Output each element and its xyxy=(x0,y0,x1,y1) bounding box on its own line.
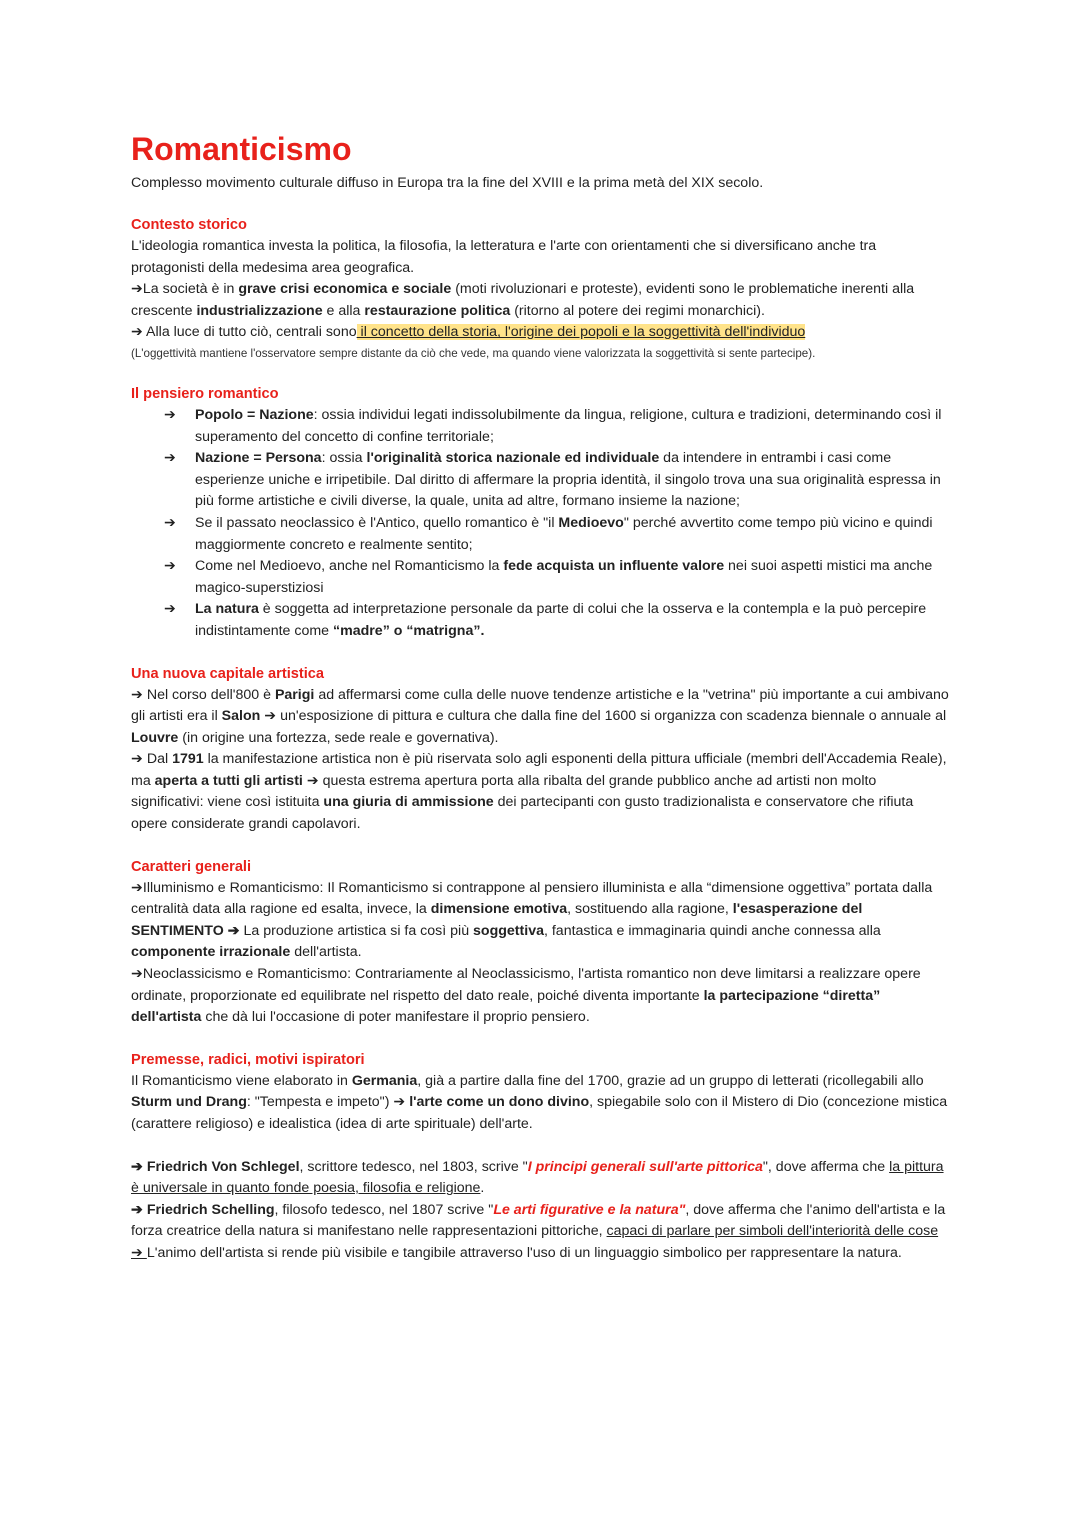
paragraph: ➔ Nel corso dell'800 è Parigi ad affermarsi come culla delle nuove tendenze artistiche e la "vetrina" più importante a cui ambivano gli artisti era il Salon ➔ un'esposizione di pittura e cultura che dalla fine del 1600 si organizza con scadenza biennale o annuale al Louvre (in origine una fortezza, sede reale e governativa). xyxy=(131,686,949,746)
section-contesto-storico xyxy=(131,214,951,363)
paragraph: ➔ Friedrich Von Schlegel, scrittore tedesco, nel 1803, scrive "I principi generali sull'arte pittorica", dove afferma che la pittura è universale in quanto fonde poesia, filosofia e religione. xyxy=(131,1158,944,1197)
paragraph: ➔ Alla luce di tutto ciò, centrali sono il concetto della storia, l'origine dei popoli e la soggettività dell'individuo xyxy=(131,324,806,341)
work-title: I principi generali sull'arte pittorica xyxy=(527,1158,763,1175)
arrow-icon: ➔ xyxy=(164,406,176,423)
section-capitale-artistica xyxy=(131,663,951,836)
paragraph: Il Romanticismo viene elaborato in Germania, già a partire dalla fine del 1700, grazie ad un gruppo di letterati (ricollegabili allo Sturm und Drang: "Tempesta e impeto") ➔ l'arte come un dono divino, spiegabile solo con il Mistero di Dio (concezione mistica (carattere religioso) e idealistica (idea di arte spirituale) dell'arte. xyxy=(131,1072,948,1132)
paragraph: ➔Illuminismo e Romanticismo: Il Romanticismo si contrappone al pensiero illuminista e alla “dimensione oggettiva” portata dalla centralità data alla ragione ed esalta, invece, la dimensione emotiva, sostituendo alla ragione, l'esasperazione del SENTIMENTO ➔ La produzione artistica si fa così più soggettiva, fantastica e immaginaria quindi anche connessa alla componente irrazionale dell'artista. xyxy=(131,879,933,961)
arrow-icon: ➔ xyxy=(164,601,176,618)
arrow-icon: ➔ xyxy=(164,514,176,531)
paragraph: ➔ Dal 1791 la manifestazione artistica non è più riservata solo agli esponenti della pittura ufficiale (membri dell'Accademia Reale), ma aperta a tutti gli artisti ➔ questa estrema apertura porta alla ribalta del grande pubblico anche ad artisti non molto significativi: viene così istituita una giuria di ammissione dei partecipanti con gusto tradizionalista e conservatore che rifiuta opere considerate grandi capolavori. xyxy=(131,751,947,833)
page-title: Romanticismo xyxy=(131,131,352,167)
document-page xyxy=(131,128,951,1265)
intro-text: Complesso movimento culturale diffuso in Europa tra la fine del XVIII e la prima metà del XIX secolo. xyxy=(131,175,764,191)
paragraph: ➔La società è in grave crisi economica e sociale (moti rivoluzionari e proteste), evidenti sono le problematiche inerenti alla crescente industrializzazione e alla restaurazione politica (ritorno al potere dei regimi monarchici). xyxy=(131,281,915,319)
underlined-text: capaci di parlare per simboli dell'interiorità delle cose ➔ xyxy=(131,1223,939,1261)
paragraph: L'ideologia romantica investa la politica, la filosofia, la letteratura e l'arte con orientamenti che si diversificano anche tra protagonisti della medesima area geografica. xyxy=(131,238,877,276)
list-item: ➔ Se il passato neoclassico è l'Antico, quello romantico è "il Medioevo" perché avvertito come tempo più vicino e quindi maggiormente concreto e realmente sentito; xyxy=(164,514,933,553)
note: (L'oggettività mantiene l'osservatore sempre distante da ciò che vede, ma quando viene valorizzata la soggettività si sente partecipe). xyxy=(131,346,816,360)
highlighted-text: il concetto della storia, l'origine dei popoli e la soggettività dell'individuo xyxy=(356,324,806,341)
list-item: ➔ La natura è soggetta ad interpretazione personale da parte di colui che la osserva e la contempla e la può percepire indistintamente come “madre” o “matrigna”. xyxy=(164,601,927,639)
arrow-icon: ➔ xyxy=(164,558,176,575)
section-title: Il pensiero romantico xyxy=(131,385,279,402)
section-title: Caratteri generali xyxy=(131,858,252,875)
arrow-icon: ➔ xyxy=(164,450,176,467)
section-premesse xyxy=(131,1049,951,1265)
underlined-text: la pittura è universale in quanto fonde poesia, filosofia e religione xyxy=(131,1158,944,1197)
section-pensiero-romantico xyxy=(131,383,951,643)
list-item: ➔ Nazione = Persona: ossia l'originalità storica nazionale ed individuale da intendere in entrambi i casi come esperienze uniche e irripetibile. Dal diritto di affermare la propria identità, il singolo trova una sua originalità espressa in più forme artistiche e civili diverse, la quale, unita ad altre, formano insieme la nazione; xyxy=(164,450,941,510)
list-item: ➔ Come nel Medioevo, anche nel Romanticismo la fede acquista un influente valore nei suoi aspetti mistici ma anche magico-superstiziosi xyxy=(164,558,933,596)
section-title: Premesse, radici, motivi ispiratori xyxy=(131,1051,365,1068)
work-title: Le arti figurative e la natura" xyxy=(493,1201,686,1218)
section-title: Contesto storico xyxy=(131,217,247,233)
list-item: ➔ Popolo = Nazione: ossia individui legati indissolubilmente da lingua, religione, cultura e tradizioni, determinando così il superamento del concetto di confine territoriale; xyxy=(164,406,942,445)
paragraph: ➔Neoclassicismo e Romanticismo: Contrariamente al Neoclassicismo, l'artista romantico non deve limitarsi a realizzare opere ordinate, proporzionate ed equilibrate nel rispetto del dato reale, poiché diventa importante la partecipazione “diretta” dell'artista che dà lui l'occasione di poter manifestare il proprio pensiero. xyxy=(131,966,921,1026)
section-caratteri-generali xyxy=(131,856,951,1029)
bullet-list xyxy=(131,405,951,643)
section-title: Una nuova capitale artistica xyxy=(131,665,325,682)
paragraph: ➔ Friedrich Schelling, filosofo tedesco, nel 1807 scrive "Le arti figurative e la natura", dove afferma che l'animo dell'artista e la forza creatrice della natura si manifestano nelle rappresentazioni pittoriche, capaci di parlare per simboli dell'interiorità delle cose ➔ L'animo dell'artista si rende più visibile e tangibile attraverso l'uso di un linguaggio simbolico per rappresentare la natura. xyxy=(131,1201,946,1261)
